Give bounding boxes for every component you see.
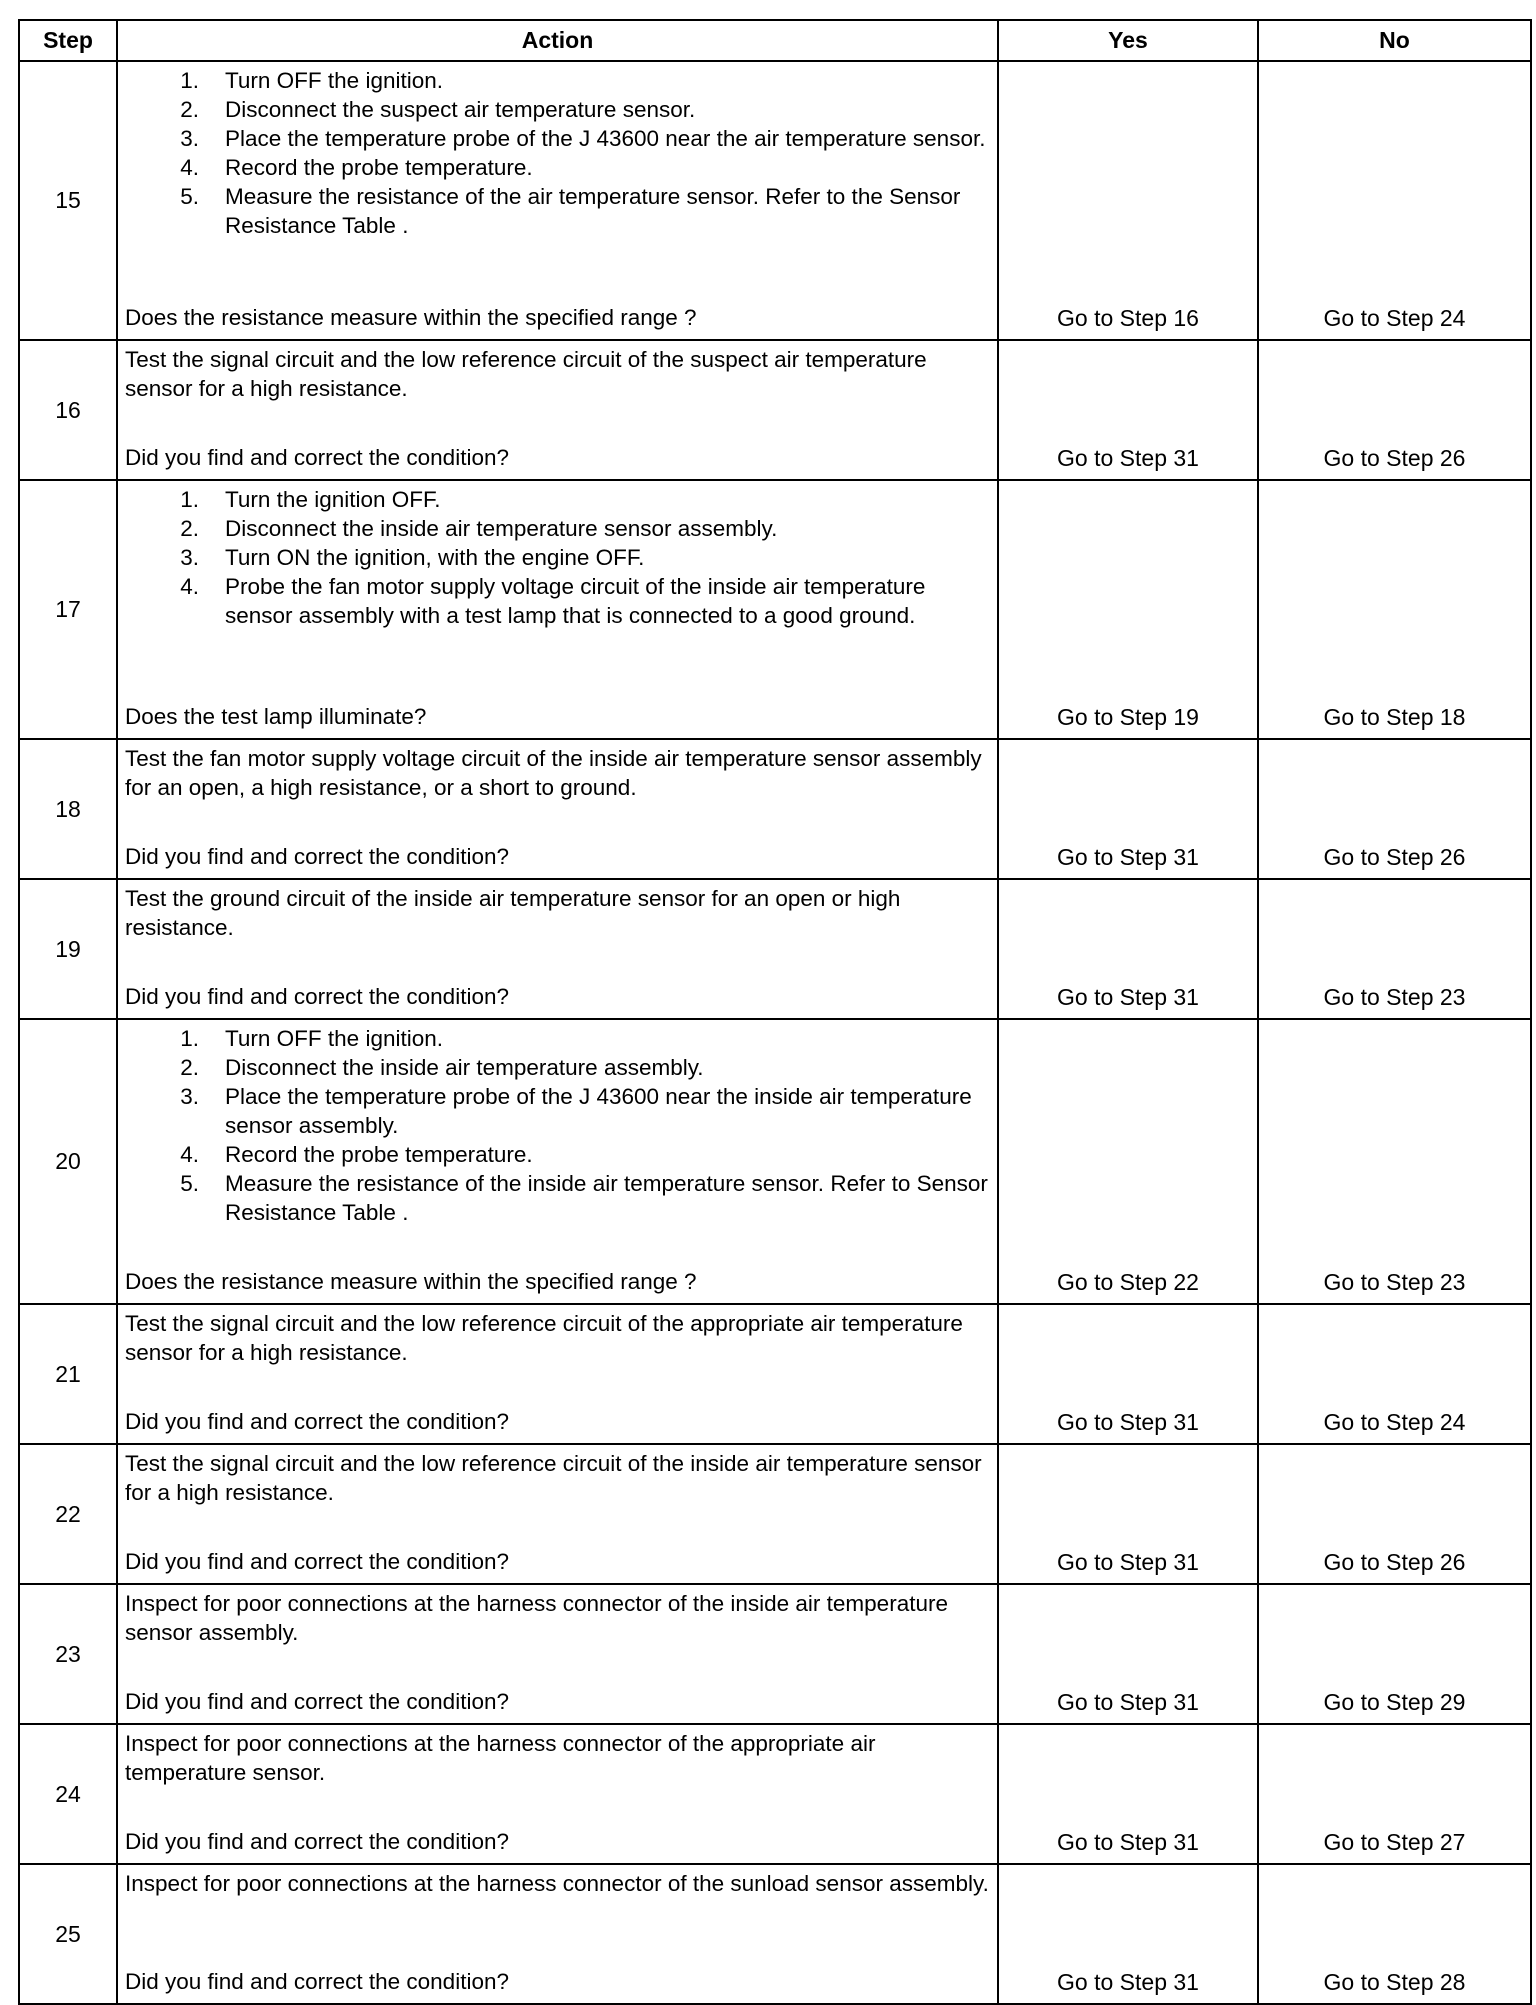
action-text: Test the fan motor supply voltage circuit of the inside air temperature sensor assembly for an open, a high resistance, or a short to ground.: [125, 746, 982, 800]
action-instructions: [125, 1309, 989, 1367]
yes-cell: [998, 1864, 1258, 2004]
yes-goto: Go to Step 31: [1057, 1969, 1199, 1995]
yes-cell: [998, 61, 1258, 340]
yes-cell: [998, 1019, 1258, 1304]
list-item-number: 1.: [180, 487, 199, 512]
list-item: [125, 66, 989, 95]
list-item-text: Record the probe temperature.: [225, 155, 533, 180]
header-action: Action: [117, 20, 998, 61]
action-content: [118, 341, 997, 476]
no-cell: [1258, 1019, 1531, 1304]
instruction-list: [125, 66, 989, 240]
list-item-number: 1.: [180, 1026, 199, 1051]
action-cell: [117, 1584, 998, 1724]
action-content: [118, 1020, 997, 1300]
yes-cell: [998, 879, 1258, 1019]
no-goto: Go to Step 24: [1323, 305, 1466, 331]
action-text: Test the signal circuit and the low reference circuit of the inside air temperature sensor for a high resistance.: [125, 1451, 982, 1505]
yes-goto: Go to Step 31: [1057, 1829, 1199, 1855]
table-row: [19, 1724, 1531, 1864]
yes-goto: Go to Step 31: [1057, 1549, 1199, 1575]
step-number: 22: [19, 1444, 117, 1584]
list-item: [125, 485, 989, 514]
list-item-text: Disconnect the inside air temperature sensor assembly.: [225, 516, 778, 541]
list-item: [125, 153, 989, 182]
action-cell: [117, 1304, 998, 1444]
step-number: 16: [19, 340, 117, 480]
action-question: Did you find and correct the condition?: [125, 844, 509, 869]
list-item-text: Place the temperature probe of the J 43600 near the air temperature sensor.: [225, 126, 986, 151]
action-question: Does the resistance measure within the specified range ?: [125, 305, 697, 330]
no-cell: [1258, 1584, 1531, 1724]
list-item: [125, 572, 989, 630]
header-row: [19, 20, 1531, 61]
action-instructions: [125, 66, 989, 240]
table-row: [19, 739, 1531, 879]
action-text: Test the signal circuit and the low reference circuit of the suspect air temperature sensor for a high resistance.: [125, 347, 927, 401]
action-cell: [117, 1724, 998, 1864]
list-item-text: Turn the ignition OFF.: [225, 487, 441, 512]
action-text: Test the signal circuit and the low reference circuit of the appropriate air temperature sensor for a high resistance.: [125, 1311, 963, 1365]
action-question: Did you find and correct the condition?: [125, 1829, 509, 1854]
action-instructions: [125, 345, 989, 403]
list-item-text: Disconnect the suspect air temperature sensor.: [225, 97, 696, 122]
table-row: [19, 61, 1531, 340]
action-content: [118, 1725, 997, 1860]
action-content: [118, 740, 997, 875]
list-item: [125, 1053, 989, 1082]
action-cell: [117, 480, 998, 739]
list-item-number: 4.: [180, 1142, 199, 1167]
action-cell: [117, 1864, 998, 2004]
action-question: Did you find and correct the condition?: [125, 445, 509, 470]
no-goto: Go to Step 27: [1323, 1829, 1466, 1855]
list-item: [125, 95, 989, 124]
yes-cell: [998, 1444, 1258, 1584]
action-content: [118, 1865, 997, 2000]
instruction-list: [125, 1024, 989, 1227]
no-goto: Go to Step 24: [1323, 1409, 1466, 1435]
action-cell: [117, 1019, 998, 1304]
table-row: [19, 1304, 1531, 1444]
action-instructions: [125, 1729, 989, 1787]
no-goto: Go to Step 18: [1323, 704, 1466, 730]
no-goto: Go to Step 23: [1323, 1269, 1466, 1295]
list-item: [125, 1082, 989, 1140]
list-item: [125, 543, 989, 572]
list-item-number: 4.: [180, 155, 199, 180]
header-no: No: [1258, 20, 1531, 61]
no-goto: Go to Step 23: [1323, 984, 1466, 1010]
yes-goto: Go to Step 31: [1057, 984, 1199, 1010]
step-number: 25: [19, 1864, 117, 2004]
action-question: Did you find and correct the condition?: [125, 1549, 509, 1574]
action-content: [118, 1585, 997, 1720]
action-question: Did you find and correct the condition?: [125, 1969, 509, 1994]
table-row: [19, 480, 1531, 739]
list-item-number: 3.: [180, 545, 199, 570]
no-goto: Go to Step 29: [1323, 1689, 1466, 1715]
no-cell: [1258, 879, 1531, 1019]
list-item: [125, 124, 989, 153]
table-row: [19, 1584, 1531, 1724]
action-content: [118, 1445, 997, 1580]
yes-goto: Go to Step 19: [1057, 704, 1199, 730]
yes-goto: Go to Step 31: [1057, 1409, 1199, 1435]
no-cell: [1258, 340, 1531, 480]
no-cell: [1258, 1444, 1531, 1584]
header-yes: Yes: [998, 20, 1258, 61]
step-number: 15: [19, 61, 117, 340]
instruction-list: [125, 485, 989, 630]
action-question: Does the test lamp illuminate?: [125, 704, 427, 729]
action-content: [118, 1305, 997, 1440]
no-cell: [1258, 1304, 1531, 1444]
yes-goto: Go to Step 31: [1057, 844, 1199, 870]
no-goto: Go to Step 28: [1323, 1969, 1466, 1995]
action-text: Inspect for poor connections at the harness connector of the inside air temperature sensor assembly.: [125, 1591, 948, 1645]
action-instructions: [125, 485, 989, 630]
list-item-number: 2.: [180, 1055, 199, 1080]
yes-cell: [998, 1304, 1258, 1444]
header-step: Step: [19, 20, 117, 61]
action-question: Did you find and correct the condition?: [125, 984, 509, 1009]
list-item-text: Probe the fan motor supply voltage circuit of the inside air temperature sensor assembly with a test lamp that is connected to a good ground.: [225, 574, 926, 628]
no-cell: [1258, 480, 1531, 739]
action-content: [118, 481, 997, 735]
action-cell: [117, 879, 998, 1019]
list-item: [125, 1140, 989, 1169]
step-number: 17: [19, 480, 117, 739]
list-item-number: 4.: [180, 574, 199, 599]
step-number: 24: [19, 1724, 117, 1864]
action-instructions: [125, 1024, 989, 1227]
no-cell: [1258, 1864, 1531, 2004]
step-number: 19: [19, 879, 117, 1019]
list-item: [125, 1169, 989, 1227]
yes-cell: [998, 1584, 1258, 1724]
action-cell: [117, 61, 998, 340]
list-item-number: 5.: [180, 1171, 199, 1196]
table-row: [19, 1019, 1531, 1304]
yes-cell: [998, 1724, 1258, 1864]
yes-goto: Go to Step 31: [1057, 1689, 1199, 1715]
list-item-text: Record the probe temperature.: [225, 1142, 533, 1167]
list-item-number: 5.: [180, 184, 199, 209]
list-item-text: Turn OFF the ignition.: [225, 68, 444, 93]
action-instructions: [125, 1869, 989, 1898]
table-row: [19, 1444, 1531, 1584]
table-row: [19, 1864, 1531, 2004]
action-text: Inspect for poor connections at the harness connector of the appropriate air temperature sensor.: [125, 1731, 876, 1785]
action-question: Did you find and correct the condition?: [125, 1409, 509, 1434]
table-row: [19, 879, 1531, 1019]
step-number: 21: [19, 1304, 117, 1444]
list-item-text: Disconnect the inside air temperature assembly.: [225, 1055, 704, 1080]
action-instructions: [125, 744, 989, 802]
list-item-number: 3.: [180, 126, 199, 151]
list-item-number: 1.: [180, 68, 199, 93]
list-item-number: 2.: [180, 516, 199, 541]
action-cell: [117, 739, 998, 879]
diagnostic-table: [18, 19, 1532, 2005]
list-item: [125, 182, 989, 240]
yes-goto: Go to Step 31: [1057, 445, 1199, 471]
step-number: 23: [19, 1584, 117, 1724]
table-row: [19, 340, 1531, 480]
no-goto: Go to Step 26: [1323, 844, 1466, 870]
list-item-text: Turn ON the ignition, with the engine OFF.: [225, 545, 645, 570]
yes-cell: [998, 739, 1258, 879]
yes-cell: [998, 480, 1258, 739]
action-cell: [117, 1444, 998, 1584]
action-question: Did you find and correct the condition?: [125, 1689, 509, 1714]
list-item-text: Place the temperature probe of the J 43600 near the inside air temperature sensor assembly.: [225, 1084, 972, 1138]
action-instructions: [125, 1589, 989, 1647]
list-item-text: Measure the resistance of the air temperature sensor. Refer to the Sensor Resistance Table .: [225, 184, 961, 238]
action-cell: [117, 340, 998, 480]
action-content: [118, 62, 997, 336]
yes-cell: [998, 340, 1258, 480]
action-text: Inspect for poor connections at the harness connector of the sunload sensor assembly.: [125, 1871, 989, 1896]
action-question: Does the resistance measure within the specified range ?: [125, 1269, 697, 1294]
no-cell: [1258, 739, 1531, 879]
action-instructions: [125, 884, 989, 942]
yes-goto: Go to Step 16: [1057, 305, 1199, 331]
step-number: 20: [19, 1019, 117, 1304]
yes-goto: Go to Step 22: [1057, 1269, 1199, 1295]
list-item-text: Turn OFF the ignition.: [225, 1026, 444, 1051]
step-number: 18: [19, 739, 117, 879]
no-cell: [1258, 61, 1531, 340]
no-goto: Go to Step 26: [1323, 445, 1466, 471]
list-item: [125, 1024, 989, 1053]
action-instructions: [125, 1449, 989, 1507]
no-cell: [1258, 1724, 1531, 1864]
action-text: Test the ground circuit of the inside air temperature sensor for an open or high resistance.: [125, 886, 901, 940]
list-item-number: 2.: [180, 97, 199, 122]
list-item-number: 3.: [180, 1084, 199, 1109]
no-goto: Go to Step 26: [1323, 1549, 1466, 1575]
list-item-text: Measure the resistance of the inside air temperature sensor. Refer to Sensor Resistance Table .: [225, 1171, 988, 1225]
list-item: [125, 514, 989, 543]
action-content: [118, 880, 997, 1015]
